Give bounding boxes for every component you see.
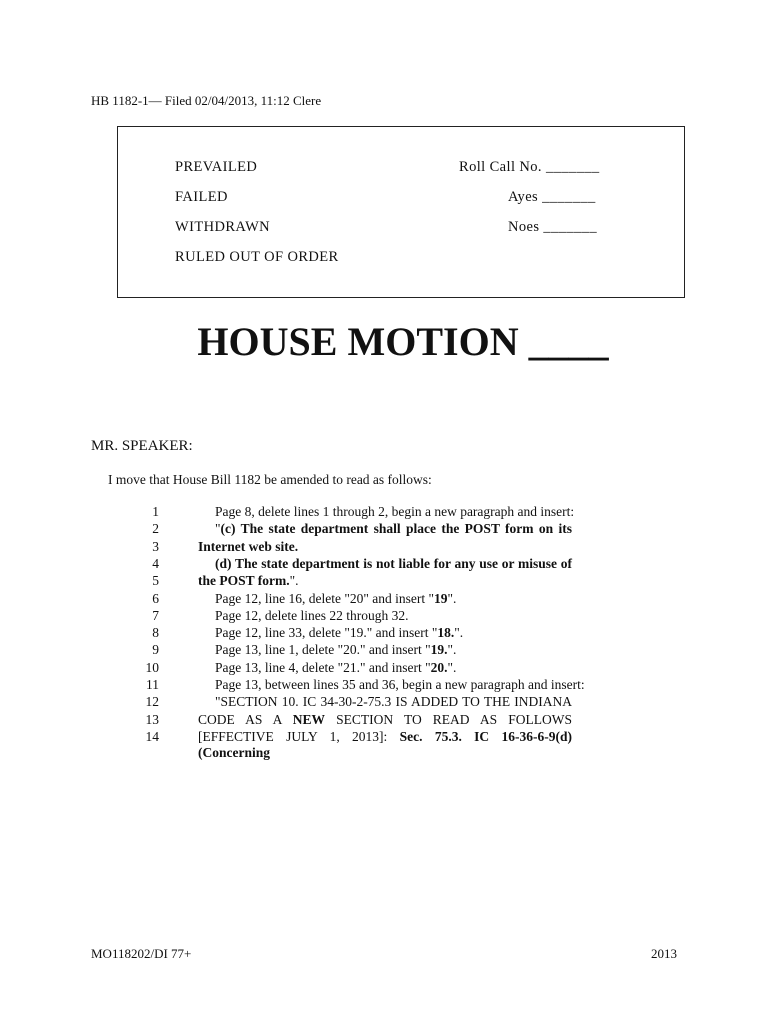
line-text-plain: [EFFECTIVE JULY 1, 2013]: <box>198 728 400 744</box>
amendment-line <box>0 660 770 677</box>
line-text-plain: " <box>215 521 221 537</box>
line-text-plain: Page 13, line 4, delete "21." and insert " <box>215 659 431 675</box>
line-text-plain: Page 13, line 1, delete "20." and insert " <box>215 642 431 658</box>
line-text-inserted: Internet web site. <box>198 538 299 554</box>
line-text-plain: Page 8, delete lines 1 through 2, begin a new paragraph and insert: <box>215 504 575 519</box>
line-number: 9 <box>152 642 159 658</box>
line-text <box>215 521 572 537</box>
line-text-plain: Page 13, between lines 35 and 36, begin a new paragraph and insert: <box>215 677 585 692</box>
motion-title: HOUSE MOTION ____ <box>197 319 609 364</box>
noes-count: Noes _______ <box>508 219 597 235</box>
line-text-plain: Page 12, line 33, delete "19." and insert " <box>215 625 438 641</box>
document-id: MO118202/DI 77+ <box>91 946 192 961</box>
status-withdrawn: WITHDRAWN <box>175 219 271 235</box>
amendment-line <box>0 625 770 642</box>
line-number: 7 <box>152 607 159 623</box>
amendment-line <box>0 712 770 729</box>
line-text <box>198 573 572 589</box>
line-text <box>198 539 572 555</box>
line-text-trailing: ". <box>447 642 457 658</box>
amendment-line <box>0 556 770 573</box>
amendment-line <box>0 728 770 760</box>
line-text-plain: "SECTION 10. IC 34-30-2-75.3 IS ADDED TO THE INDIANA <box>215 694 572 710</box>
filing-header: HB 1182-1— Filed 02/04/2013, 11:12 Clere <box>91 93 322 108</box>
ayes-count: Ayes _______ <box>508 189 596 205</box>
line-text-inserted: 19 <box>433 590 448 606</box>
line-text-inserted: NEW <box>292 711 326 727</box>
line-number: 10 <box>145 659 159 675</box>
line-number: 4 <box>152 555 159 571</box>
line-text-inserted: (c) The state department shall place the POST form on its <box>220 521 572 537</box>
line-text-trailing: ". <box>447 659 457 675</box>
line-number: 11 <box>146 677 159 692</box>
line-text-trailing: ". <box>447 590 457 606</box>
line-number: 14 <box>145 728 159 744</box>
line-number: 5 <box>152 573 159 589</box>
status-prevailed: PREVAILED <box>175 159 258 175</box>
salutation: MR. SPEAKER: <box>91 438 193 454</box>
amendment-line <box>0 539 770 556</box>
line-text-plain: CODE AS A <box>198 711 293 727</box>
amendment-line <box>0 694 770 711</box>
line-text-plain: Page 12, line 16, delete "20" and insert " <box>215 590 434 606</box>
line-text <box>198 729 572 761</box>
amendment-line <box>0 521 770 538</box>
line-number: 6 <box>152 590 159 606</box>
line-text-plain: Page 12, delete lines 22 through 32. <box>215 607 409 623</box>
document-year: 2013 <box>651 946 677 961</box>
amendment-line <box>0 504 770 521</box>
line-text-inserted: 19. <box>430 642 448 658</box>
line-number: 13 <box>145 711 159 727</box>
line-text <box>198 712 572 728</box>
line-text-inserted: Sec. 75.3. IC 16-36-6-9(d) (Concerning <box>198 728 572 760</box>
line-text <box>215 625 572 641</box>
vote-status-box <box>117 126 685 298</box>
line-number: 3 <box>152 538 159 554</box>
line-text-inserted: (d) The state department is not liable for any use or misuse of <box>215 555 572 571</box>
line-text <box>215 556 572 572</box>
amendment-line <box>0 642 770 659</box>
line-text <box>215 642 572 658</box>
line-text <box>215 677 585 693</box>
motion-intro: I move that House Bill 1182 be amended to read as follows: <box>108 472 432 487</box>
line-text <box>215 591 572 607</box>
amendment-line <box>0 608 770 625</box>
line-number: 12 <box>145 694 159 710</box>
line-text <box>215 694 572 710</box>
line-number: 1 <box>152 504 159 519</box>
status-failed: FAILED <box>175 189 228 205</box>
line-text <box>215 504 575 520</box>
status-ruled-out-of-order: RULED OUT OF ORDER <box>175 249 339 265</box>
line-number: 8 <box>152 625 159 641</box>
line-text-inserted: 18. <box>437 625 455 641</box>
line-text-trailing: ". <box>454 625 464 641</box>
roll-call-number: Roll Call No. _______ <box>459 159 600 175</box>
amendment-line <box>0 573 770 590</box>
line-number: 2 <box>152 521 159 537</box>
line-text <box>215 660 572 676</box>
line-text-trailing: ". <box>289 573 299 589</box>
line-text-trailing: SECTION TO READ AS FOLLOWS <box>325 711 572 727</box>
line-text <box>215 608 572 624</box>
line-text-inserted: the POST form. <box>198 573 290 589</box>
amendment-line <box>0 591 770 608</box>
line-text-inserted: 20. <box>430 659 448 675</box>
amendment-line <box>0 677 770 694</box>
